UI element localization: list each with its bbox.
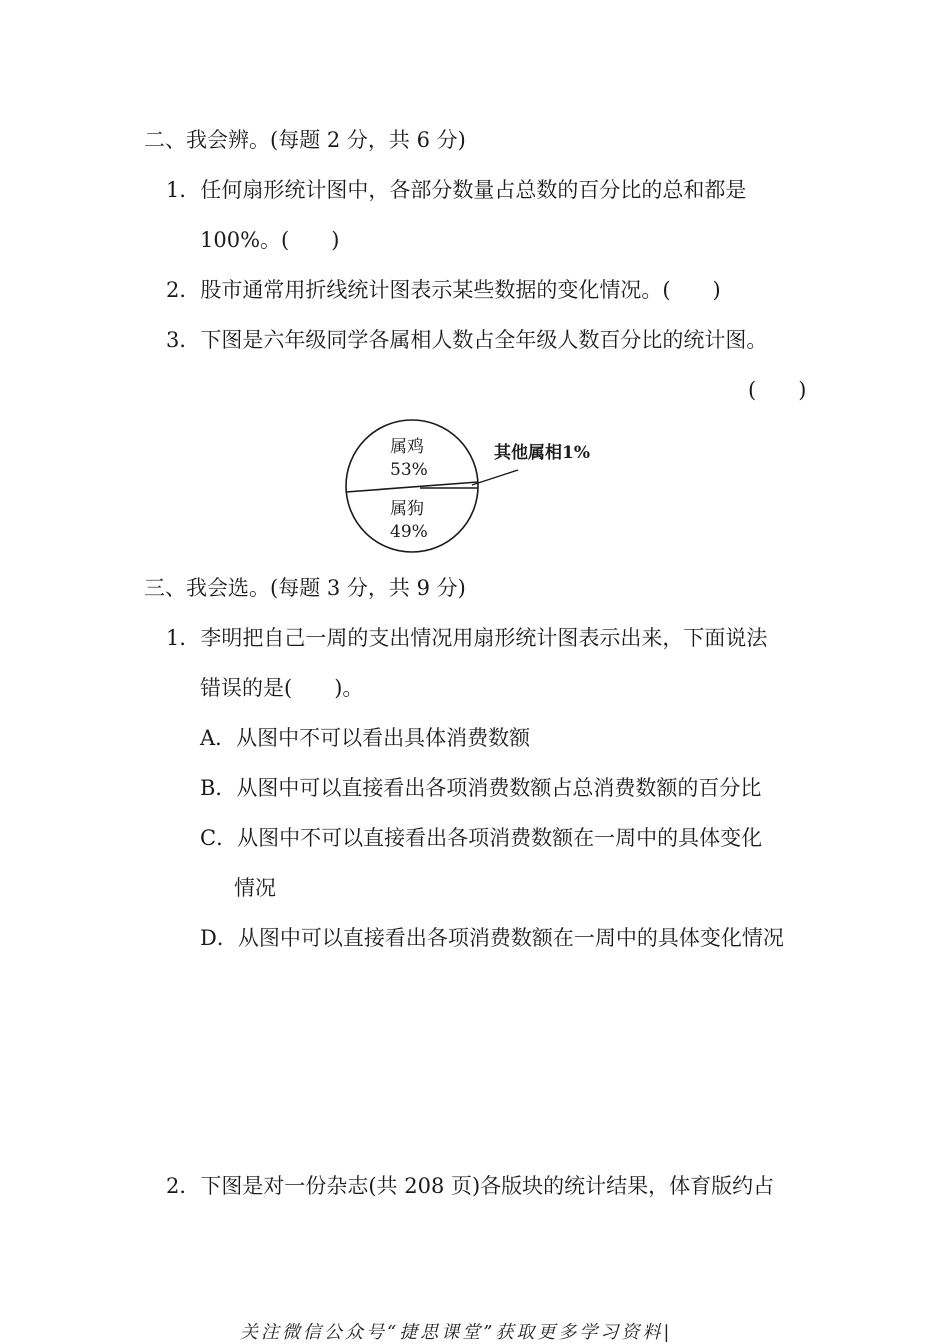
- slice-label-dog: 属狗: [390, 499, 424, 519]
- question-2-3: 3．下图是六年级同学各属相人数占全年级人数百分比的统计图。: [166, 328, 768, 352]
- callout-leader-line: [472, 470, 518, 485]
- question-2-3-answer-paren: ( ): [748, 378, 807, 402]
- question-2-1-line2: 100%。( ): [200, 228, 340, 252]
- option-c-line2: 情况: [234, 876, 276, 900]
- slice-value-dog: 49%: [390, 522, 428, 542]
- option-a: A．从图中不可以看出具体消费数额: [200, 726, 531, 750]
- option-d: D．从图中可以直接看出各项消费数额在一周中的具体变化情况: [200, 926, 784, 950]
- pie-divider-main: [346, 482, 478, 492]
- question-3-2: 2．下图是对一份杂志(共 208 页)各版块的统计结果，体育版约占: [166, 1174, 775, 1198]
- pie-chart: [340, 418, 620, 558]
- question-3-1-line2: 错误的是( )。: [200, 676, 364, 700]
- option-b: B．从图中可以直接看出各项消费数额占总消费数额的百分比: [200, 776, 762, 800]
- question-2-2: 2．股市通常用折线统计图表示某些数据的变化情况。( ): [166, 278, 721, 302]
- option-c-line1: C．从图中不可以直接看出各项消费数额在一周中的具体变化: [200, 826, 763, 850]
- footer-watermark-text: 关注微信公众号“捷思课堂”获取更多学习资料|: [240, 1322, 673, 1343]
- section-2-title: 二、我会辨。(每题 2 分，共 6 分): [144, 128, 466, 152]
- slice-label-rooster: 属鸡: [390, 437, 424, 457]
- slice-callout-other: 其他属相1%: [494, 443, 590, 463]
- question-3-1-line1: 1．李明把自己一周的支出情况用扇形统计图表示出来，下面说法: [166, 626, 768, 650]
- section-3-title: 三、我会选。(每题 3 分，共 9 分): [144, 576, 466, 600]
- question-2-1-line1: 1．任何扇形统计图中，各部分数量占总数的百分比的总和都是: [166, 178, 747, 202]
- slice-value-rooster: 53%: [390, 460, 428, 480]
- pie-chart-svg: [340, 418, 620, 558]
